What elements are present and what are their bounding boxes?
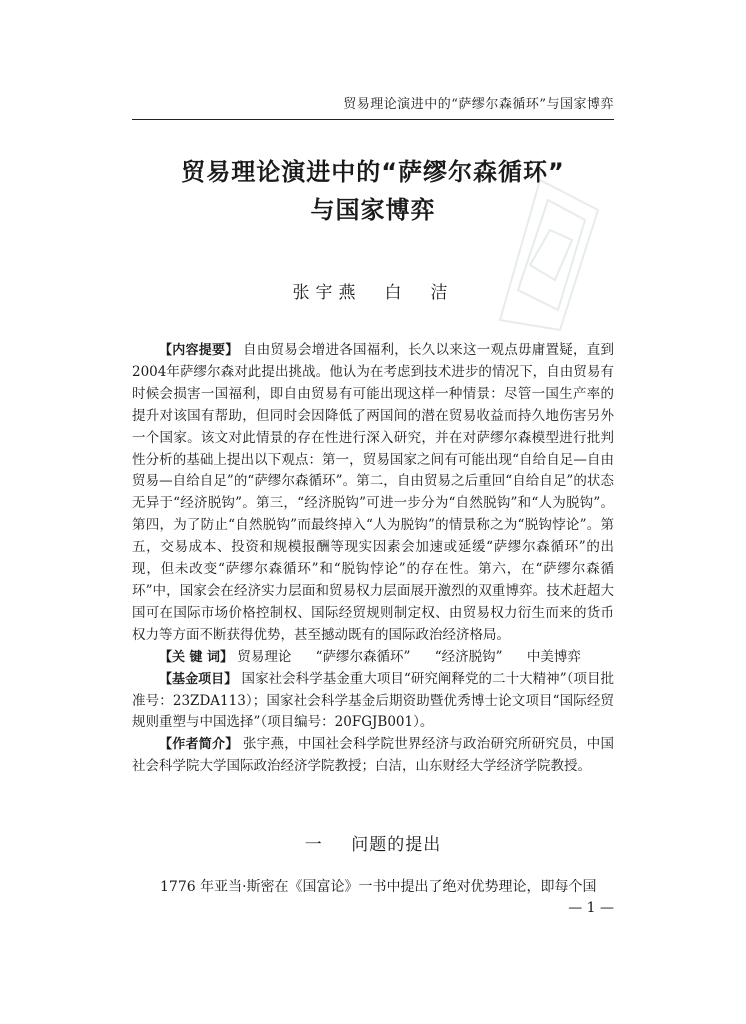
keyword-item: “萨缪尔森循环”: [315, 648, 411, 665]
author-bio-label: 【作者简介】: [159, 737, 239, 753]
body-paragraph: 1776 年亚当·斯密在《国富论》一书中提出了绝对优势理论，即每个国: [160, 879, 597, 895]
section-number: 一: [304, 835, 323, 855]
funding-text: 国家社会科学基金重大项目“研究阐释党的二十大精神”（项目批准号：23ZDA113）；国家社会科学基金后期资助暨优秀博士论文项目“国际经贸规则重塑与中国选择”（项目编号：20FGJB001）。: [132, 670, 614, 731]
funding: [132, 669, 614, 735]
section-title: 问题的提出: [351, 835, 442, 855]
article-authors: 张宇燕 白 洁: [292, 283, 454, 303]
funding-label: 【基金项目】: [159, 671, 238, 687]
article-title-line-2: 与国家博弈: [310, 196, 436, 224]
keyword-item: “经济脱钩”: [434, 648, 503, 665]
article-title-line-1: 贸易理论演进中的“萨缪尔森循环”: [181, 158, 565, 186]
section-heading: [132, 830, 614, 855]
abstract: [132, 340, 614, 647]
abstract-label: 【内容提要】: [159, 343, 239, 358]
running-header: [132, 93, 614, 120]
keywords-label: 【关 键 词】: [159, 649, 234, 665]
keywords: [132, 647, 614, 669]
front-matter: [132, 340, 614, 778]
keyword-item: 中美博弈: [526, 648, 581, 665]
page-number: — 1 —: [568, 900, 614, 916]
running-header-title: 贸易理论演进中的“萨缪尔森循环”与国家博弈: [343, 97, 614, 112]
author-bio: [132, 734, 614, 778]
article-title: [132, 153, 614, 229]
author-bio-text: 张宇燕，中国社会科学院世界经济与政治研究所研究员，中国社会科学院大学国际政治经济学院教授；白洁，山东财经大学经济学院教授。: [132, 736, 614, 775]
abstract-text: 自由贸易会增进各国福利，长久以来这一观点毋庸置疑，直到2004年萨缪尔森对此提出挑战。他认为在考虑到技术进步的情况下，自由贸易有时候会损害一国福利，即自由贸易有可能出现这样一种情景：尽管一国生产率的提升对该国有帮助，但同时会因降低了两国间的潜在贸易收益而持久地伤害另外一个国家。该文对此情景的存在性进行深入研究，并在对萨缪尔森模型进行批判性分析的基础上提出以下观点：第一，贸易国家之间有可能出现“自给自足—自由贸易—自给自足”的“萨缪尔森循环”。第二，自由贸易之后重回“自给自足”的状态无异于“经济脱钩”。第三，“经济脱钩”可进一步分为“自然脱钩”和“人为脱钩”。第四，为了防止“自然脱钩”而最终掉入“人为脱钩”的情景称之为“脱钩悖论”。第五，交易成本、投资和规模报酬等现实因素会加速或延缓“萨缪尔森循环”的出现，但未改变“萨缪尔森循环”和“脱钩悖论”的存在性。第六，在“萨缪尔森循环”中，国家会在经济实力层面和贸易权力层面展开激烈的双重博弈。技术赶超大国可在国际市场价格控制权、国际经贸规则制定权、由贸易权力衍生而来的货币权力等方面不断获得优势，甚至撼动既有的国际政治经济格局。: [132, 342, 614, 643]
keyword-item: 贸易理论: [237, 648, 292, 665]
